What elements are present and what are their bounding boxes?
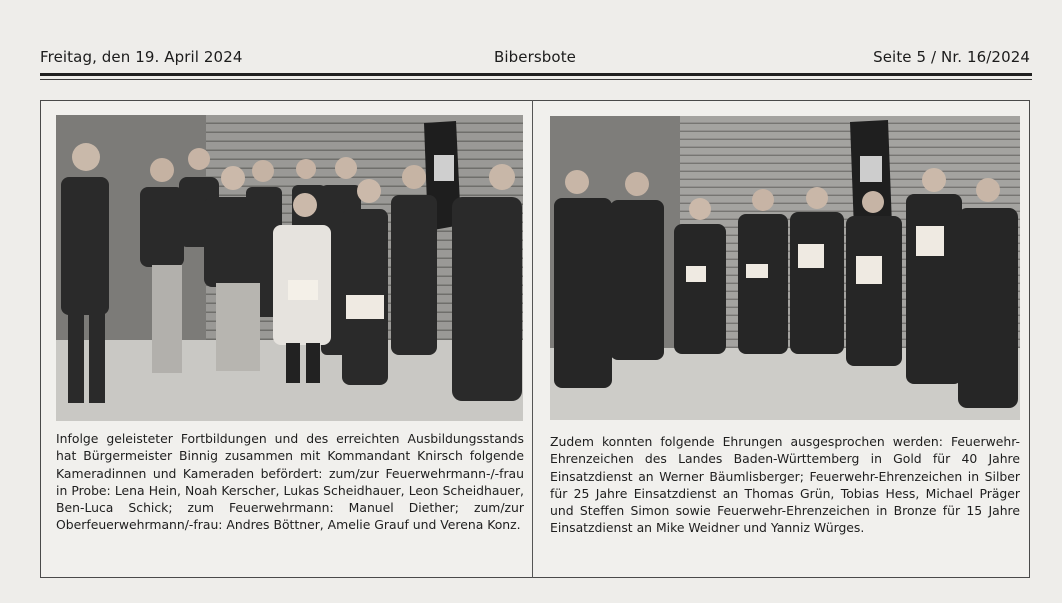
publication-title: Bibersbote xyxy=(494,48,576,66)
photo-honours xyxy=(550,116,1020,420)
caption-honours: Zudem konnten folgende Ehrungen ausgesprochen werden: Feuerwehr-Ehrenzeichen des Landes Baden-Württemberg in Gold für 40 Jahre Einsatzdienst an Werner Bäumlisberger; Feuerwehr-Ehrenzeichen in Silber für 25 Jahre Einsatzdienst an Thomas Grün, Tobias Hess, Michael Präger und Steffen Simon sowie Feuerwehr-Ehrenzeichen in Bronze für 15 Jahre Einsatzdienst an Mike Weidner und Yanniz Würges. xyxy=(550,434,1020,536)
caption-promotions: Infolge geleisteter Fortbildungen und des erreichten Ausbildungsstands hat Bürgermeister Binnig zusammen mit Kommandant Knirsch folgende Kameradinnen und Kameraden befördert: zum/zur Feuerwehrmann-/-frau in Probe: Lena Hein, Noah Kerscher, Lukas Scheidhauer, Leon Scheidhauer, Ben-Luca Schick; zum Feuerwehrmann: Manuel Diether; zum/zur Oberfeuerwehrmann/-frau: Andres Böttner, Amelie Grauf und Verena Konz. xyxy=(56,431,524,533)
header-rule-thin xyxy=(40,79,1032,80)
page-number: Seite 5 / Nr. 16/2024 xyxy=(873,48,1030,66)
header-rule xyxy=(40,73,1032,76)
column-divider xyxy=(532,100,533,578)
issue-date: Freitag, den 19. April 2024 xyxy=(40,48,243,66)
page-header xyxy=(40,44,1030,70)
photo-promotions xyxy=(56,115,523,421)
